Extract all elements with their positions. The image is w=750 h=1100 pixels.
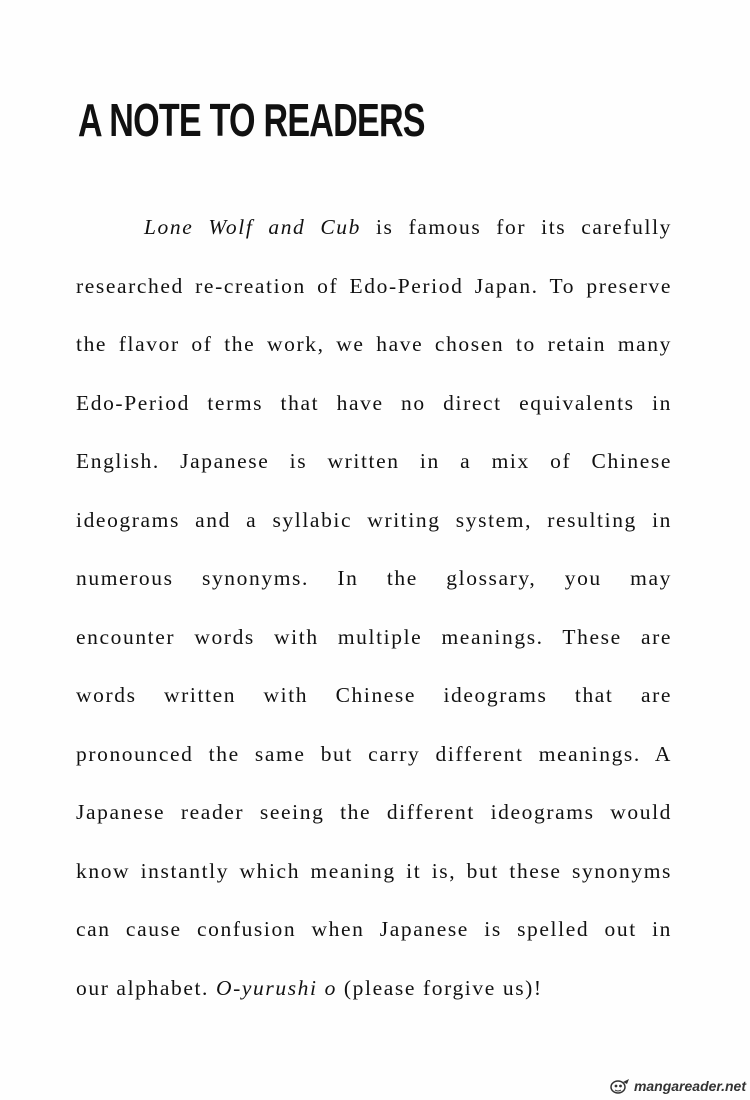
text-run: Japanese reader seeing the different ideograms would [76, 800, 672, 824]
text-line [76, 608, 672, 667]
text-line [76, 198, 672, 257]
watermark-text: mangareader.net [633, 1078, 746, 1094]
text-line [76, 549, 672, 608]
italic-text: Lone Wolf and Cub [144, 215, 361, 239]
text-line [76, 491, 672, 550]
text-line [76, 432, 672, 491]
text-run: pronounced the same but carry different meanings. A [76, 741, 672, 766]
text-run: researched re-creation of Edo-Period Japan. To preserve [76, 273, 672, 298]
text-line [76, 666, 672, 725]
watermark [609, 1078, 746, 1094]
text-run: Edo-Period terms that have no direct equivalents in [76, 390, 672, 415]
text-run: can cause confusion when Japanese is spelled out in [76, 917, 672, 941]
text-run: words written with Chinese ideograms that are [76, 683, 672, 707]
body-paragraph [76, 198, 672, 1017]
text-line [76, 257, 672, 316]
text-line [76, 374, 672, 433]
text-line [76, 783, 672, 842]
text-run: numerous synonyms. In the glossary, you may [76, 566, 672, 590]
text-line [76, 725, 672, 784]
italic-text: O-yurushi o [216, 975, 337, 1000]
text-run: know instantly which meaning it is, but these synonyms [76, 858, 672, 883]
text-line [76, 315, 672, 374]
text-line [76, 959, 672, 1018]
text-line [76, 900, 672, 959]
page-title: A NOTE TO READERS [78, 94, 425, 146]
text-run: encounter words with multiple meanings. These are [76, 624, 672, 649]
text-run: the flavor of the work, we have chosen to retain many [76, 332, 672, 356]
text-line [76, 842, 672, 901]
text-run: ideograms and a syllabic writing system, resulting in [76, 507, 672, 532]
text-run: our alphabet. [76, 975, 217, 1000]
text-run: (please forgive us)! [336, 975, 543, 1000]
manga-face-icon [609, 1078, 631, 1094]
text-run: English. Japanese is written in a mix of Chinese [76, 449, 672, 473]
text-run: is famous for its carefully [361, 215, 672, 239]
